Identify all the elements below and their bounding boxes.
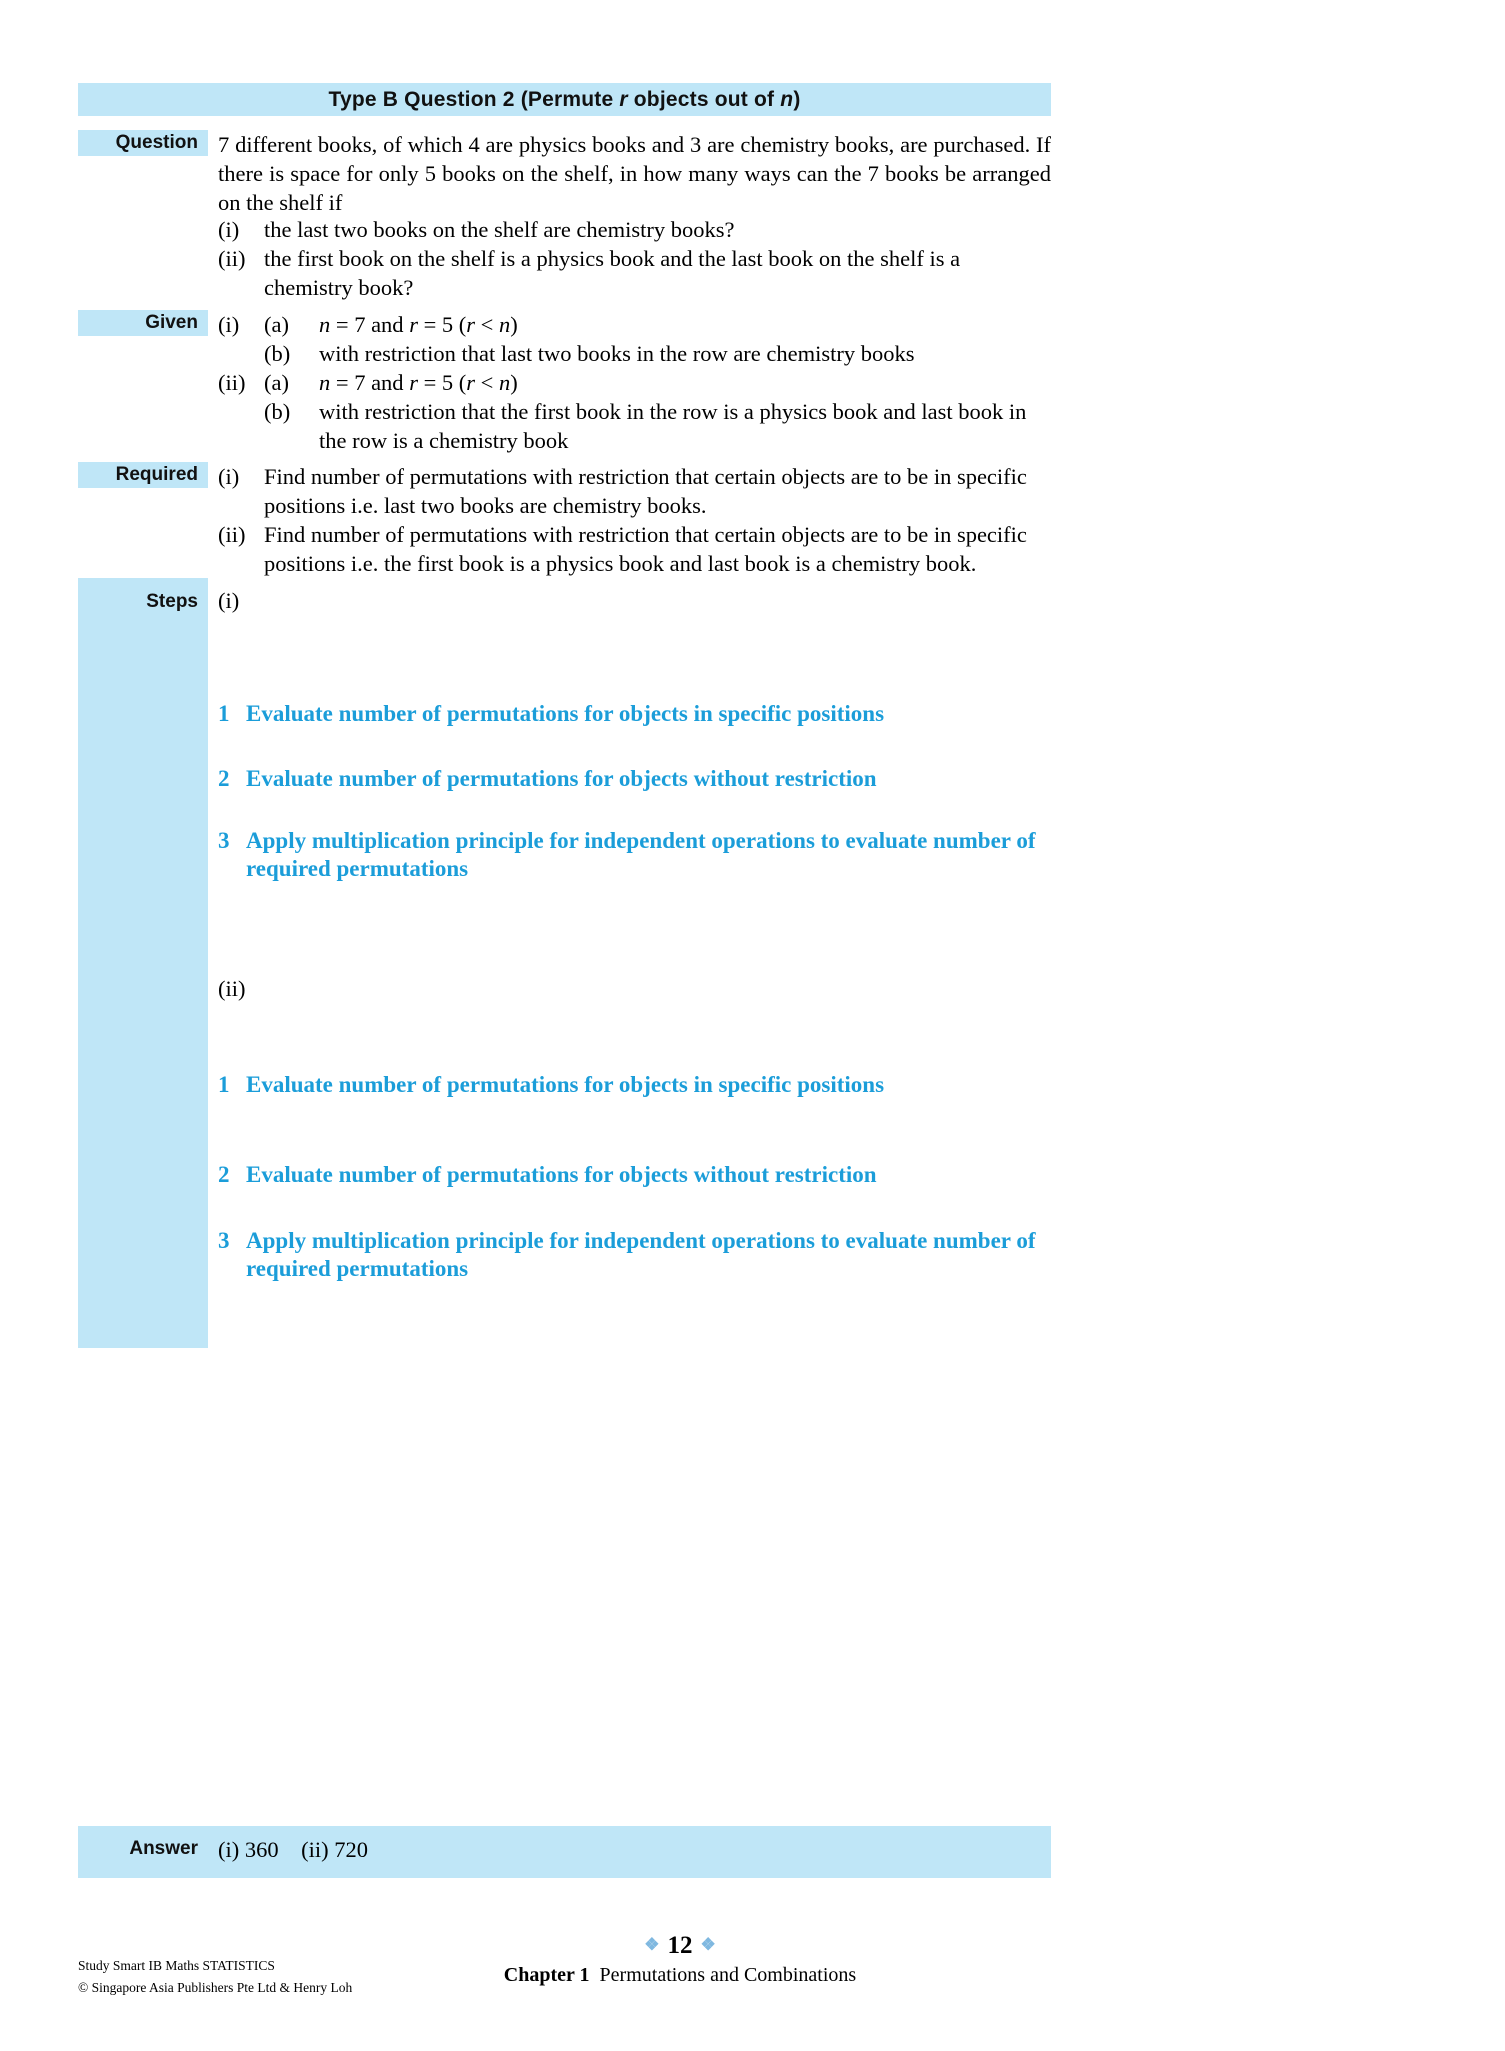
footer-center [400, 1930, 960, 1989]
sub-text: with restriction that last two books in the row are chemistry books [319, 341, 915, 366]
step-number: 1 [218, 1072, 230, 1097]
footer-credits [78, 1955, 352, 1999]
step-text: Apply multiplication principle for independent operations to evaluate number of required permutations [246, 828, 1036, 881]
page-title-banner [78, 83, 1051, 116]
step-number: 1 [218, 701, 230, 726]
page-number: 12 [667, 1932, 693, 1959]
list-item [218, 310, 1051, 368]
step-text: Apply multiplication principle for independent operations to evaluate number of required permutations [246, 1228, 1036, 1281]
page-number-row [400, 1930, 960, 1961]
step-text: Evaluate number of permutations for objects without restriction [246, 766, 877, 791]
list-marker: (ii) [218, 246, 246, 271]
steps-part-ii-marker: (ii) [218, 976, 246, 1001]
answer-bar [78, 1826, 1051, 1878]
list-marker: (i) [218, 312, 240, 337]
list-text: the last two books on the shelf are chemistry books? [264, 217, 735, 242]
step-text: Evaluate number of permutations for objects without restriction [246, 1162, 877, 1187]
footer-chapter-title: Permutations and Combinations [589, 1964, 857, 1986]
list-text: the first book on the shelf is a physics book and the last book on the shelf is a chemistry book? [264, 246, 961, 300]
diamond-left-icon: ❖ [644, 1935, 660, 1954]
question-intro: 7 different books, of which 4 are physics books and 3 are chemistry books, are purchased. If there is space for only 5 books on the shelf, in how many ways can the 7 books be arranged on the shelf if [218, 132, 1051, 215]
list-marker: (i) [218, 217, 240, 242]
required-list [218, 462, 1051, 578]
sub-list-item [264, 310, 1051, 339]
label-answer: Answer [129, 1838, 198, 1859]
sub-text: with restriction that the first book in the row is a physics book and last book in the row is a chemistry book [319, 399, 1027, 453]
step-item [218, 827, 1051, 883]
sub-list-item [264, 339, 1051, 368]
step-item [218, 1071, 1051, 1099]
step-item [218, 1161, 1051, 1189]
sub-marker: (a) [264, 370, 289, 395]
step-text: Evaluate number of permutations for objects in specific positions [246, 1072, 885, 1097]
sub-marker: (b) [264, 341, 291, 366]
label-question: Question [78, 130, 208, 156]
given-group-body [264, 368, 1051, 455]
step-item [218, 1227, 1051, 1283]
step-item [218, 765, 1051, 793]
footer-chapter [400, 1961, 960, 1989]
sub-marker: (a) [264, 312, 289, 337]
step-number: 3 [218, 1228, 230, 1253]
question-item-list [218, 215, 1051, 302]
step-item [218, 700, 1051, 728]
list-item [218, 520, 1051, 578]
list-item [218, 368, 1051, 455]
footer-chapter-label: Chapter 1 [503, 1964, 590, 1986]
list-text: Find number of permutations with restriction that certain objects are to be in specific positions i.e. the first book is a physics book and last book is a chemistry book. [264, 522, 1027, 576]
list-text: Find number of permutations with restriction that certain objects are to be in specific positions i.e. last two books are chemistry books. [264, 464, 1027, 518]
sub-list-item [264, 397, 1051, 455]
sub-list-item [264, 368, 1051, 397]
page-title: Type B Question 2 (Permute r objects out of n) [328, 87, 801, 111]
step-number: 3 [218, 828, 230, 853]
step-number: 2 [218, 766, 230, 791]
step-number: 2 [218, 1162, 230, 1187]
label-given: Given [78, 310, 208, 336]
math-expression: n = 7 and r = 5 (r < n) [319, 370, 518, 395]
given-group-body [264, 310, 1051, 368]
steps-part-i-marker: (i) [218, 588, 240, 613]
footer-copyright: © Singapore Asia Publishers Pte Ltd & Henry Loh [78, 1980, 353, 1995]
list-item [218, 462, 1051, 520]
list-item [218, 215, 1051, 244]
given-list [218, 310, 1051, 455]
list-marker: (ii) [218, 370, 246, 395]
list-marker: (i) [218, 464, 240, 489]
math-expression: n = 7 and r = 5 (r < n) [319, 312, 518, 337]
diamond-right-icon: ❖ [700, 1935, 716, 1954]
list-marker: (ii) [218, 522, 246, 547]
step-text: Evaluate number of permutations for objects in specific positions [246, 701, 885, 726]
label-required: Required [78, 462, 208, 488]
footer-book-title: Study Smart IB Maths STATISTICS [78, 1958, 275, 1973]
sub-marker: (b) [264, 399, 291, 424]
list-item [218, 244, 1051, 302]
steps-panel [78, 578, 208, 1348]
answer-value: (i) 360 (ii) 720 [218, 1837, 368, 1862]
label-steps: Steps [146, 591, 198, 612]
